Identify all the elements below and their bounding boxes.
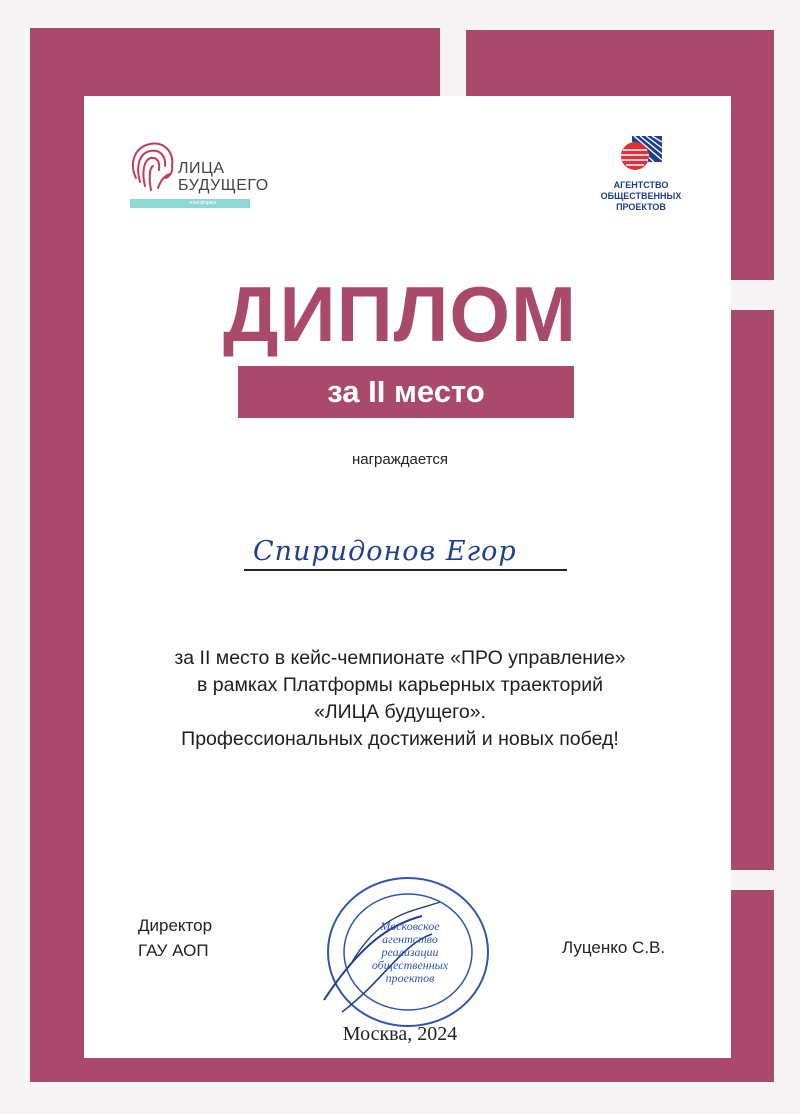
stamp-center-text <box>360 920 460 985</box>
logo-agency-text <box>586 180 696 213</box>
logo-lica-line1: ЛИЦА <box>178 160 225 177</box>
logo-agency-line2: ОБЩЕСТВЕННЫХ <box>600 191 682 201</box>
logo-lica-line2: БУДУЩЕГО <box>178 177 269 194</box>
logo-agency-line3: ПРОЕКТОВ <box>616 202 666 212</box>
director-position-line1: Директор <box>138 916 213 935</box>
recipient-handwritten-name: Спиридонов Егор <box>253 536 517 567</box>
frame-right-upper <box>731 30 774 280</box>
award-description-line1: за II место в кейс-чемпионате «ПРО управление» <box>174 647 626 669</box>
logo-lica-bar-caption: платформа <box>189 200 216 206</box>
stamp-line2: агентство реализации <box>381 932 439 959</box>
director-position <box>138 913 212 963</box>
award-description <box>140 645 660 753</box>
agency-emblem-icon <box>618 134 664 178</box>
frame-top-right <box>466 30 774 98</box>
stamp-line1: Московское <box>380 919 440 933</box>
award-description-line4: Профессиональных достижений и новых побед! <box>181 728 619 750</box>
award-description-line2: в рамках Платформы карьерных траекторий <box>196 674 603 696</box>
award-description-line3: «ЛИЦА будущего». <box>314 701 486 723</box>
fingerprint-face-icon <box>128 138 178 196</box>
director-position-line2: ГАУ АОП <box>138 941 209 960</box>
frame-top-left <box>30 28 440 96</box>
awarded-label: награждается <box>351 451 449 468</box>
logo-lica-text <box>178 160 269 194</box>
frame-left <box>30 28 84 1080</box>
logo-lica-bar <box>130 199 250 208</box>
city-year: Москва, 2024 <box>342 1023 458 1045</box>
signer-name: Луценко С.В. <box>562 938 666 957</box>
frame-bottom <box>30 1058 774 1082</box>
diploma-title: ДИПЛОМ <box>222 270 578 358</box>
place-banner: за II место <box>238 366 574 418</box>
logo-agency-line1: АГЕНТСТВО <box>613 180 669 190</box>
recipient-underline <box>244 569 567 571</box>
frame-right-lower <box>731 310 774 870</box>
stamp-line4: проектов <box>385 971 435 985</box>
stamp-line3: общественных <box>371 958 449 972</box>
frame-right-bottom <box>731 890 774 1082</box>
